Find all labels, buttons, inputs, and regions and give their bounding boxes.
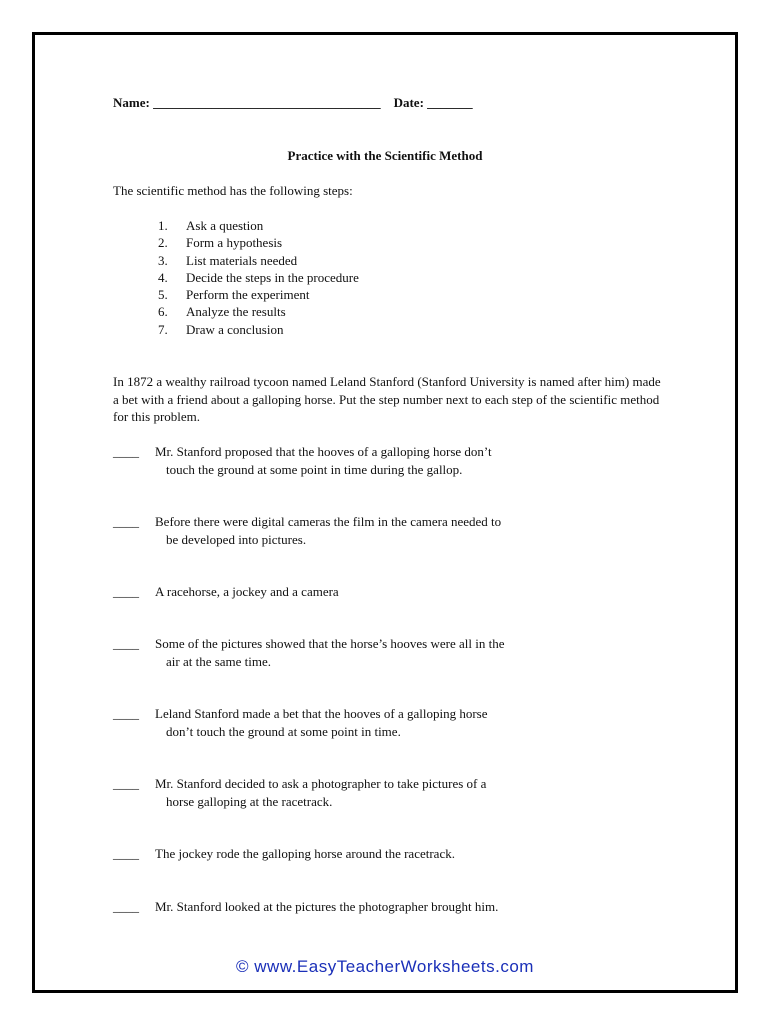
answer-item: ____ Some of the pictures showed that the horse’s hooves were all in the air at the same time. [113,636,505,669]
worksheet-title: Practice with the Scientific Method [287,148,483,163]
steps-list [158,217,359,338]
answer-blank[interactable]: ____ [113,776,139,791]
step-item: 1. Ask a question [158,218,264,233]
answer-blank[interactable]: ____ [113,584,139,599]
answer-item: ____ Leland Stanford made a bet that the hooves of a galloping horse don’t touch the ground at some point in time. [113,706,488,739]
step-item: 7. Draw a conclusion [158,321,284,337]
step-item: 6. Analyze the results [158,304,286,320]
answer-item: ____ Mr. Stanford looked at the pictures the photographer brought him. [113,899,499,914]
answer-item: ____ A racehorse, a jockey and a camera [113,584,339,599]
answer-item: ____ The jockey rode the galloping horse around the racetrack. [113,846,455,861]
intro-text: The scientific method has the following steps: [113,183,353,198]
answer-blank[interactable]: ____ [113,444,139,459]
step-item: 3. List materials needed [158,252,298,268]
problem-paragraph: In 1872 a wealthy railroad tycoon named Leland Stanford (Stanford University is named after him) made a bet with a friend about a galloping horse. Put the step number next to each step of the scientific method for this problem. [113,374,661,424]
answer-item: ____ Before there were digital cameras the film in the camera needed to be developed into pictures. [113,514,502,547]
answer-blank[interactable]: ____ [113,899,139,914]
answer-blank[interactable]: ____ [113,636,139,651]
answer-blank[interactable]: ____ [113,846,139,861]
step-item: 5. Perform the experiment [158,287,310,303]
step-item: 2. Form a hypothesis [158,235,283,251]
answer-item: ____ Mr. Stanford proposed that the hooves of a galloping horse don’t touch the ground at some point in time during the gallop. [113,444,492,477]
footer-copyright[interactable]: © www.EasyTeacherWorksheets.com [236,957,534,976]
step-item: 4. Decide the steps in the procedure [158,269,359,285]
name-date-line [113,95,473,111]
answer-blank[interactable]: ____ [113,706,139,721]
answer-blank[interactable]: ____ [113,514,139,529]
date-field[interactable]: Date: _______ [393,95,473,110]
name-field[interactable]: Name: ___________________________________ [113,95,381,110]
answer-item: ____ Mr. Stanford decided to ask a photographer to take pictures of a horse galloping at the racetrack. [113,776,487,809]
